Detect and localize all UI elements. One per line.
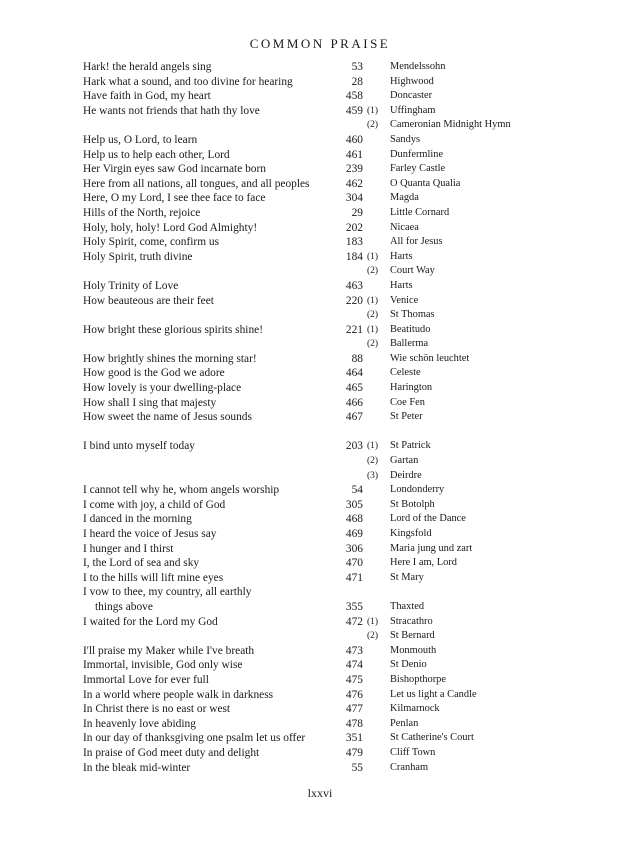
index-row — [83, 512, 603, 527]
tune-name: O Quanta Qualia — [390, 177, 461, 189]
hymn-number: 351 — [345, 732, 363, 745]
index-row — [83, 191, 603, 206]
tune-name: Kilmarnock — [390, 703, 440, 715]
first-line: How bright these glorious spirits shine! — [83, 323, 264, 336]
index-row — [83, 717, 603, 732]
hymn-number: 239 — [345, 163, 363, 176]
hymn-number: 471 — [345, 571, 363, 584]
tune-alternative: (2) — [367, 339, 379, 350]
hymn-number: 183 — [345, 236, 363, 249]
index-row — [83, 498, 603, 513]
first-line: Hark! the herald angels sing — [83, 61, 212, 73]
hymn-number: 479 — [345, 746, 363, 759]
index-row — [83, 89, 603, 104]
tune-name: Gartan — [390, 455, 419, 467]
tune-name: Harington — [390, 382, 433, 394]
tune-name: Celeste — [390, 367, 421, 379]
tune-name: Penlan — [390, 717, 419, 729]
page-header: COMMON PRAISE — [249, 36, 391, 51]
first-line: How good is the God we adore — [83, 367, 225, 380]
first-line: I'll praise my Maker while I've breath — [83, 644, 255, 657]
hymn-number: 305 — [345, 498, 363, 511]
hymn-number: 462 — [345, 177, 363, 190]
index-row — [83, 294, 603, 309]
tune-name: Harts — [390, 250, 413, 262]
tune-name: Harts — [390, 279, 413, 291]
tune-name: Uffingham — [390, 104, 436, 116]
first-line: How beauteous are their feet — [83, 294, 214, 307]
first-line: Her Virgin eyes saw God incarnate born — [83, 163, 266, 176]
first-line: I come with joy, a child of God — [83, 498, 226, 511]
index-row — [83, 439, 603, 454]
hymn-number: 476 — [345, 688, 363, 701]
tune-name: Thaxted — [390, 600, 425, 612]
index-row — [83, 469, 603, 484]
index-row — [83, 746, 603, 761]
index-row — [83, 381, 603, 396]
hymn-number: 459 — [345, 104, 363, 117]
tune-name: Londonderry — [390, 484, 445, 496]
tune-name: Coe Fen — [390, 396, 425, 408]
first-line: I waited for the Lord my God — [83, 615, 218, 628]
first-line: I vow to thee, my country, all earthly — [83, 586, 252, 599]
first-line: Holy Trinity of Love — [83, 279, 179, 292]
index-row — [83, 323, 603, 338]
first-line: I to the hills will lift mine eyes — [83, 571, 224, 584]
tune-alternative: (2) — [367, 456, 379, 467]
index-row — [83, 556, 603, 571]
tune-name: Mendelssohn — [390, 61, 446, 72]
hymn-number: 466 — [345, 396, 363, 409]
index-row — [83, 352, 603, 367]
index-row — [83, 542, 603, 557]
tune-name: Magda — [390, 192, 419, 204]
hymn-number: 477 — [345, 703, 363, 716]
index-row — [83, 600, 603, 615]
hymn-number: 458 — [345, 90, 363, 103]
tune-name: All for Jesus — [390, 236, 443, 248]
index-row — [83, 585, 603, 600]
hymn-number: 472 — [345, 615, 363, 628]
index-row — [83, 308, 603, 323]
hymn-number: 55 — [351, 761, 363, 774]
tune-name: Cliff Town — [390, 746, 436, 758]
first-line: I danced in the morning — [83, 513, 192, 526]
hymn-number: 468 — [345, 513, 363, 526]
index-row — [83, 483, 603, 498]
index-row — [83, 206, 603, 221]
index-row — [83, 396, 603, 411]
index-row — [83, 221, 603, 236]
index-row — [83, 615, 603, 630]
first-line: Here from all nations, all tongues, and all peoples — [83, 177, 310, 190]
first-line: In heavenly love abiding — [83, 717, 196, 730]
first-line: How lovely is your dwelling-place — [83, 382, 242, 395]
tune-alternative: (2) — [367, 631, 379, 642]
hymn-number: 355 — [345, 600, 363, 613]
first-line: Hills of the North, rejoice — [83, 206, 201, 219]
first-line: things above — [95, 600, 153, 613]
hymn-number: 220 — [345, 294, 363, 307]
first-line: Here, O my Lord, I see thee face to face — [83, 192, 266, 205]
first-line: How sweet the name of Jesus sounds — [83, 411, 252, 424]
hymn-number: 306 — [345, 542, 363, 555]
index-row — [83, 571, 603, 586]
index-row — [83, 688, 603, 703]
tune-name: Deirdre — [390, 469, 422, 481]
tune-name: Monmouth — [390, 644, 437, 656]
index-row — [83, 337, 603, 352]
hymn-number: 184 — [345, 250, 363, 263]
first-line: I bind unto myself today — [83, 440, 195, 453]
tune-name: Kingsfold — [390, 528, 432, 539]
first-line: Holy Spirit, come, confirm us — [83, 236, 220, 249]
tune-alternative: (3) — [367, 470, 379, 481]
hymn-number: 304 — [345, 192, 363, 205]
hymn-number: 29 — [351, 206, 363, 219]
tune-name: Doncaster — [390, 90, 433, 102]
first-line: Immortal, invisible, God only wise — [83, 659, 243, 672]
tune-name: St Patrick — [390, 440, 431, 452]
first-line: Help us, O Lord, to learn — [83, 133, 198, 146]
hymn-number: 470 — [345, 557, 363, 570]
tune-name: St Mary — [390, 571, 424, 583]
hymn-index — [83, 60, 603, 775]
hymn-number: 467 — [345, 411, 363, 424]
hymn-number: 469 — [345, 528, 363, 540]
first-line: Hark what a sound, and too divine for hearing — [83, 75, 293, 88]
first-line: Have faith in God, my heart — [83, 90, 211, 103]
index-row — [83, 410, 603, 425]
tune-name: Here I am, Lord — [390, 557, 457, 569]
first-line: I, the Lord of sea and sky — [83, 557, 200, 570]
tune-name: Sandys — [390, 133, 421, 145]
tune-alternative: (1) — [367, 295, 379, 306]
first-line: Holy Spirit, truth divine — [83, 250, 193, 263]
tune-name: Farley Castle — [390, 163, 446, 175]
page-number: lxxvi — [307, 786, 333, 800]
hymn-number: 464 — [345, 367, 363, 380]
first-line: In our day of thanksgiving one psalm let us offer — [83, 732, 306, 745]
tune-name: St Peter — [390, 411, 423, 423]
tune-name: St Bernard — [390, 630, 435, 642]
first-line: In Christ there is no east or west — [83, 703, 231, 716]
hymn-number: 53 — [351, 61, 363, 73]
hymn-number: 28 — [351, 75, 363, 88]
hymn-number: 473 — [345, 644, 363, 657]
first-line: In praise of God meet duty and delight — [83, 746, 260, 759]
tune-name: Stracathro — [390, 615, 433, 627]
index-row — [83, 629, 603, 644]
tune-name: St Catherine's Court — [390, 732, 474, 744]
hymn-number: 463 — [345, 279, 363, 292]
index-row — [83, 104, 603, 119]
first-line: How brightly shines the morning star! — [83, 352, 257, 365]
tune-alternative: (2) — [367, 266, 379, 277]
tune-alternative: (1) — [367, 251, 379, 262]
tune-name: Ballerma — [390, 338, 429, 350]
index-row — [83, 279, 603, 294]
index-row — [83, 702, 603, 717]
first-line: Immortal Love for ever full — [83, 673, 209, 686]
index-row — [83, 177, 603, 192]
tune-name: Maria jung und zart — [390, 542, 473, 554]
tune-name: St Thomas — [390, 309, 435, 321]
hymn-number: 465 — [345, 382, 363, 395]
index-row — [83, 75, 603, 90]
first-line: In a world where people walk in darkness — [83, 688, 274, 701]
tune-name: Let us light a Candle — [390, 688, 477, 700]
index-row — [83, 148, 603, 163]
first-line: How shall I sing that majesty — [83, 396, 217, 409]
tune-name: Court Way — [390, 265, 435, 277]
hymn-number: 478 — [345, 717, 363, 730]
index-row — [83, 162, 603, 177]
hymn-number: 461 — [345, 148, 363, 161]
hymn-number: 54 — [351, 484, 363, 497]
first-line: I hunger and I thirst — [83, 542, 174, 555]
tune-name: Cameronian Midnight Hymn — [390, 119, 511, 131]
hymn-number: 474 — [345, 659, 363, 672]
tune-name: St Botolph — [390, 498, 435, 510]
hymn-number: 221 — [345, 323, 363, 336]
tune-name: Nicaea — [390, 221, 419, 233]
tune-name: Beatitudo — [390, 323, 431, 335]
tune-alternative: (2) — [367, 120, 379, 131]
hymn-number: 88 — [351, 352, 363, 365]
index-row — [83, 731, 603, 746]
index-row — [83, 673, 603, 688]
tune-name: Wie schön leuchtet — [390, 352, 470, 364]
tune-name: Little Cornard — [390, 206, 450, 218]
first-line: I cannot tell why he, whom angels worship — [83, 484, 280, 497]
first-line: Help us to help each other, Lord — [83, 148, 230, 161]
section-gap — [83, 425, 603, 440]
index-row — [83, 133, 603, 148]
index-row — [83, 60, 603, 75]
index-row — [83, 527, 603, 542]
tune-name: Bishopthorpe — [390, 673, 446, 685]
index-row — [83, 658, 603, 673]
index-row — [83, 761, 603, 776]
hymn-number: 203 — [345, 440, 363, 453]
tune-name: Cranham — [390, 761, 429, 773]
tune-name: Dunfermline — [390, 148, 444, 160]
tune-alternative: (1) — [367, 616, 379, 627]
tune-alternative: (1) — [367, 441, 379, 452]
first-line: I heard the voice of Jesus say — [83, 528, 217, 540]
index-row — [83, 235, 603, 250]
tune-name: St Denio — [390, 659, 427, 671]
index-row — [83, 264, 603, 279]
tune-name: Lord of the Dance — [390, 513, 466, 525]
hymn-number: 460 — [345, 133, 363, 146]
tune-alternative: (2) — [367, 310, 379, 321]
first-line: In the bleak mid-winter — [83, 761, 191, 774]
index-row — [83, 644, 603, 659]
tune-alternative: (1) — [367, 324, 379, 335]
index-row — [83, 366, 603, 381]
index-row — [83, 118, 603, 133]
index-row — [83, 250, 603, 265]
tune-name: Highwood — [390, 75, 434, 87]
hymn-number: 475 — [345, 673, 363, 686]
hymn-number: 202 — [345, 221, 363, 234]
first-line: He wants not friends that hath thy love — [83, 104, 260, 117]
tune-alternative: (1) — [367, 105, 379, 116]
tune-name: Venice — [390, 294, 419, 306]
first-line: Holy, holy, holy! Lord God Almighty! — [83, 221, 258, 234]
index-row — [83, 454, 603, 469]
